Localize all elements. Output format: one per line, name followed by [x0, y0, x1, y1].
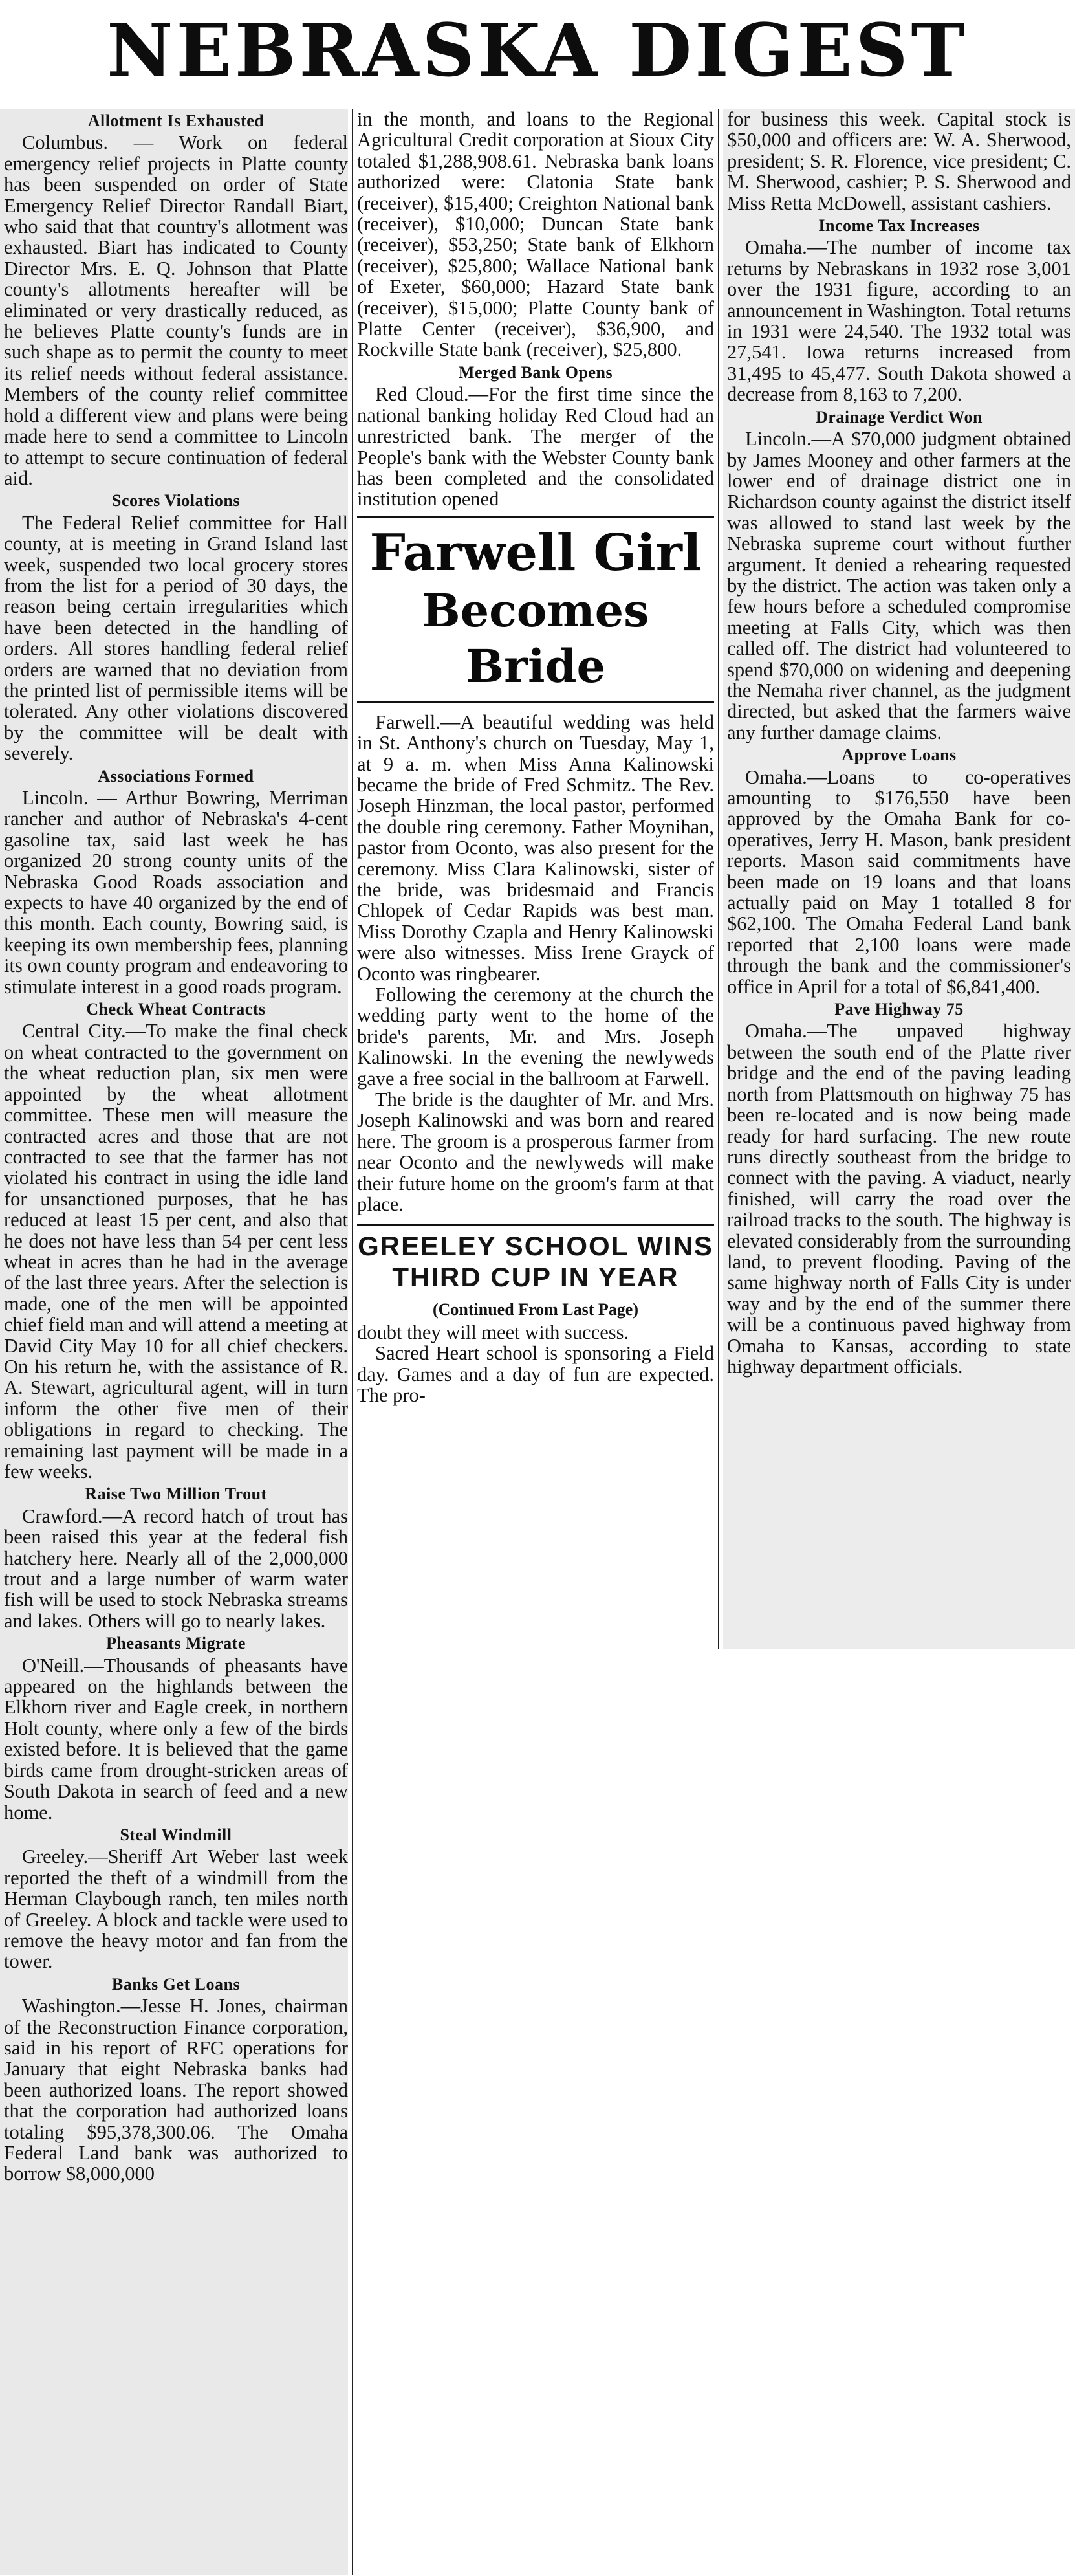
column-2 [357, 108, 714, 1407]
article-heading: Banks Get Loans [111, 1974, 241, 1994]
article-paragraph: in the month, and loans to the Regional Agricultural Credit corporation at Sioux City totaled $1,288,908.61. Nebraska bank loans authorized were: Clatonia State bank (receiver), $15,400; Creighton National bank (receiver), $10,000; Duncan State bank (receiver), $53,250; State bank of Elkhorn (receiver), $25,800; Wallace National bank of Exeter, $60,000; Hazard State bank (receiver), $15,000; Platte County bank of Platte Center (receiver), $36,900, and Rockville State bank (receiver), $25,800. [357, 108, 714, 361]
article-heading: Drainage Verdict Won [816, 407, 983, 426]
feature-headline [357, 516, 714, 703]
feature-paragraph: The bride is the daughter of Mr. and Mrs. Joseph Kalinowski and was born and reared here. The groom is a prosperous farmer from near Oconto and the newlyweds will make their future home on the groom's farm at that place. [357, 1088, 714, 1216]
article-heading: Approve Loans [842, 745, 957, 765]
column-1 [0, 109, 348, 2575]
article-paragraph: Crawford.—A record hatch of trout has been raised this year at the federal fish hatchery here. Nearly all of the 2,000,000 trout and a large number of warm water fish will be used to stock Nebraska streams and lakes. Others will go to nearly lakes. [4, 1504, 348, 1632]
column-2-articles [357, 109, 714, 510]
article-paragraph: Lincoln.—A $70,000 judgment obtained by James Mooney and other farmers at the lower end of drainage district one in Richardson county against the district itself was allowed to stand last week by the Nebraska supreme court without further argument. It denied a rehearing requested by the district. The action was taken only a few hours before a scheduled compromise meeting at Falls City, which was then called off. The district had volunteered to spend $70,000 on widening and deepening the Nemaha river channel, as the judgment directed, but asked that the farmers waive any further damage claims. [727, 428, 1071, 743]
column-3 [723, 109, 1075, 1649]
article-paragraph: Columbus. — Work on federal emergency relief projects in Platte county has been suspended on order of State Emergency Relief Director Randall Biart, who said that that country's allotment was exhausted. Biart has indicated to County Director Mrs. E. Q. Johnson that Platte county's allotments hereafter will be eliminated or very drastically reduced, as he believes Platte county's funds are in such shape as to permit the county to meet its relief needs without federal assistance. Members of the county relief committee hold a different view and plans were being made here to send a committee to Lincoln to attempt to secure continuation of federal aid. [4, 131, 348, 489]
article-heading: Steal Windmill [120, 1825, 232, 1844]
article-paragraph: for business this week. Capital stock is $50,000 and officers are: W. A. Sherwood, president; S. R. Florence, vice president; C. M. Sherwood, cashier; P. S. Sherwood and Miss Retta McDowell, assistant cashiers. [727, 108, 1071, 214]
article-heading: Pave Highway 75 [834, 1000, 964, 1019]
article-paragraph: Washington.—Jesse H. Jones, chairman of the Reconstruction Finance corporation, said in his report of RFC operations for January that eight Nebraska banks had been authorized loans. The report showed that the corporation had authorized loans totaling $95,378,300.06. The Omaha Federal Land bank was authorized to borrow $8,000,000 [4, 1995, 348, 2185]
greeley-paragraph: Sacred Heart school is sponsoring a Field day. Games and a day of fun are expected. The pro- [357, 1342, 714, 1407]
article-paragraph: Greeley.—Sheriff Art Weber last week reported the theft of a windmill from the Herman Claybough ranch, ten miles north of Greeley. A block and tackle were used to remove the heavy motor and fan from the tower. [4, 1845, 348, 1973]
article-heading: Raise Two Million Trout [85, 1484, 267, 1504]
feature-headline-line2: Becomes Bride [422, 583, 649, 693]
article-heading: Associations Formed [98, 766, 254, 786]
column-rule [352, 109, 353, 2575]
greeley-headline: GREELEY SCHOOL WINS THIRD CUP IN YEAR [357, 1224, 714, 1293]
article-paragraph: O'Neill.—Thousands of pheasants have appeared on the highlands between the Elkhorn river and Eagle creek, in northern Holt county, where only a few of the birds existed before. It is believed that the game birds came from drought-stricken areas of South Dakota in search of feed and a new home. [4, 1654, 348, 1823]
feature-paragraph: Farwell.—A beautiful wedding was held in St. Anthony's church on Tuesday, May 1, at 9 a. m. when Miss Anna Kalinowski became the bride of Fred Schmitz. The Rev. Joseph Hinzman, the local pastor, performed the double ring ceremony. Father Moynihan, pastor from Oconto, was also present for the ceremony. Miss Clara Kalinowski, sister of the bride, was bridesmaid and Francis Chlopek of Cedar Rapids was best man. Miss Dorothy Czapla and Henry Kalinowski were also witnesses. Miss Irene Grayck of Oconto was ringbearer. [357, 710, 714, 985]
feature-headline-line1: Farwell Girl [369, 523, 702, 582]
column-rule [718, 109, 719, 1649]
masthead: NEBRASKA DIGEST [107, 8, 968, 93]
greeley-paragraph: doubt they will meet with success. [357, 1321, 629, 1343]
article-heading: Allotment Is Exhausted [87, 111, 265, 130]
article-heading: Pheasants Migrate [106, 1634, 246, 1653]
article-paragraph: Lincoln. — Arthur Bowring, Merriman rancher and author of Nebraska's 4-cent gasoline tax, said last week he has organized 20 strong county units of the Nebraska Good Roads association and expects to have 40 organized by the end of this month. Each county, Bowring said, is keeping its own membership fees, planning its own county program and endeavoring to stimulate interest in a good roads program. [4, 787, 348, 998]
article-paragraph: Red Cloud.—For the first time since the national banking holiday Red Cloud had an unrestricted bank. The merger of the People's bank with the Webster County bank has been completed and the consolidated institution opened [357, 383, 714, 511]
feature-paragraph: Following the ceremony at the church the wedding party went to the home of the bride's parents, Mr. and Mrs. Joseph Kalinowski. In the evening the newlyweds gave a free social in the ballroom at Farwell. [357, 984, 714, 1090]
article-heading: Income Tax Increases [818, 216, 980, 236]
article-paragraph: Omaha.—Loans to co-operatives amounting to $176,550 have been approved by the Omaha Bank for co-operatives, Jerry H. Mason, bank president reports. Mason said commitments have been made on 19 loans and that loans actually paid on May 1 totalled 8 for $62,100. The Omaha Federal Land bank reported that 2,100 loans were made through the bank and the commissioner's office in April for a total of $6,841,400. [727, 765, 1071, 998]
article-heading: Check Wheat Contracts [86, 1000, 266, 1019]
article-paragraph: Omaha.—The unpaved highway between the south end of the Platte river bridge and the end of the paving leading north from Plattsmouth on highway 75 has been re-located and is now being made ready for hard surfacing. The new route runs directly southeast from the bridge to connect with the paving. A viaduct, nearly finished, will carry the road over the railroad tracks to the south. The highway is elevated considerably from the surrounding land, to prevent flooding. Paving of the same highway north of Falls City is under way and by the end of the summer there will be a continuous paved highway from Omaha to Kansas, according to state highway department officials. [727, 1020, 1071, 1378]
continued-note: (Continued From Last Page) [432, 1300, 638, 1319]
article-paragraph: The Federal Relief committee for Hall county, at is meeting in Grand Island last week, suspended two local grocery stores from the list for a period of 30 days, the reason being certain irregularities which have been detected in the handling of orders. All stores handling federal relief orders are warned that no deviation from the printed list of permissible items will be tolerated. Any other violations discovered by the committee will be dealt with severely. [4, 511, 348, 765]
article-heading: Merged Bank Opens [458, 362, 613, 382]
article-paragraph: Omaha.—The number of income tax returns by Nebraskans in 1932 rose 3,001 over the 1931 figure, according to an announcement in Washington. Total returns in 1931 were 24,540. The 1932 total was 27,541. Iowa returns increased from 31,495 to 45,477. South Dakota showed a decrease from 8,163 to 7,200. [727, 236, 1071, 406]
article-paragraph: Central City.—To make the final check on wheat contracted to the government on the wheat reduction plan, six men were appointed by the wheat allotment committee. These men will measure the contracted acres and those that are not contracted to see that the farmer has not violated his contract in using the idle land for unsanctioned purposes, that he has reduced at least 15 per cent, and also that he does not have less than 54 per cent less wheat in acres than he had in the average of the last three years. After the selection is made, one of the men will be appointed chief field man and will attend a meeting at David City May 10 for all chief checkers. On his return he, with the assistance of R. A. Stewart, agricultural agent, will in turn inform the other five men of their obligations in regard to checking. The remaining last payment will be made in a few weeks. [4, 1020, 348, 1482]
article-heading: Scores Violations [112, 491, 240, 511]
